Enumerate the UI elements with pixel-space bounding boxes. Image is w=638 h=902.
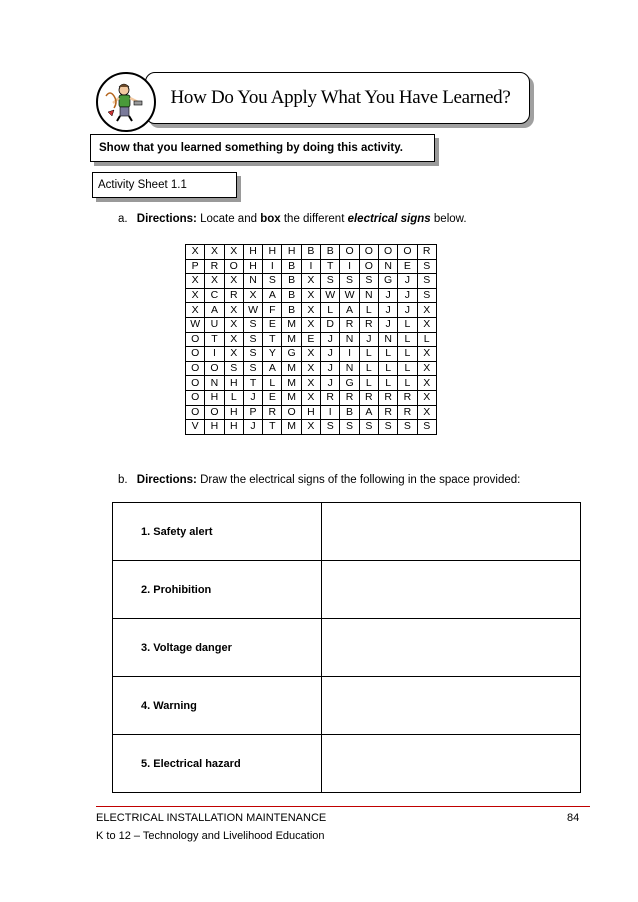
grid-cell[interactable]: X — [301, 390, 320, 405]
grid-cell[interactable]: S — [340, 274, 359, 289]
grid-cell[interactable]: X — [301, 303, 320, 318]
grid-cell[interactable]: O — [186, 405, 205, 420]
grid-cell[interactable]: S — [359, 274, 378, 289]
drawing-space[interactable] — [322, 561, 581, 619]
grid-cell[interactable]: S — [243, 347, 262, 362]
grid-cell[interactable]: H — [243, 245, 262, 260]
grid-cell[interactable]: B — [282, 259, 301, 274]
grid-cell[interactable]: H — [205, 390, 224, 405]
footer-course-title: ELECTRICAL INSTALLATION MAINTENANCE — [96, 812, 327, 824]
student-working-icon — [96, 72, 156, 132]
grid-cell[interactable]: X — [301, 420, 320, 435]
activity-sheet-box — [92, 172, 237, 198]
grid-cell[interactable]: L — [398, 376, 417, 391]
grid-cell[interactable]: L — [359, 361, 378, 376]
grid-cell[interactable]: E — [263, 317, 282, 332]
grid-cell[interactable]: O — [398, 245, 417, 260]
grid-cell[interactable]: O — [205, 361, 224, 376]
grid-cell[interactable]: L — [378, 347, 397, 362]
grid-cell[interactable]: L — [378, 361, 397, 376]
grid-cell[interactable]: R — [398, 405, 417, 420]
grid-cell[interactable]: E — [263, 390, 282, 405]
part-b-letter: b. — [118, 474, 128, 486]
grid-cell[interactable]: X — [417, 303, 436, 318]
table-row — [113, 735, 581, 793]
grid-cell[interactable]: J — [243, 420, 262, 435]
grid-cell[interactable]: O — [359, 245, 378, 260]
grid-cell[interactable]: I — [301, 259, 320, 274]
grid-cell[interactable]: O — [186, 361, 205, 376]
grid-cell[interactable]: A — [205, 303, 224, 318]
grid-cell[interactable]: X — [186, 245, 205, 260]
table-row — [113, 561, 581, 619]
grid-cell[interactable]: S — [224, 361, 243, 376]
grid-cell[interactable]: L — [398, 347, 417, 362]
grid-row — [186, 405, 437, 420]
grid-cell[interactable]: T — [263, 332, 282, 347]
grid-cell[interactable]: H — [301, 405, 320, 420]
grid-cell[interactable]: X — [301, 288, 320, 303]
grid-cell[interactable]: J — [398, 288, 417, 303]
title-banner — [145, 72, 530, 124]
drawing-space[interactable] — [322, 619, 581, 677]
grid-cell[interactable]: Y — [263, 347, 282, 362]
grid-row — [186, 347, 437, 362]
grid-cell[interactable]: H — [263, 245, 282, 260]
grid-cell[interactable]: O — [205, 405, 224, 420]
grid-cell[interactable]: S — [321, 420, 340, 435]
grid-cell[interactable]: S — [359, 420, 378, 435]
part-a-letter: a. — [118, 213, 128, 225]
part-a-directions — [118, 213, 467, 225]
grid-cell[interactable]: D — [321, 317, 340, 332]
part-b-label: Directions: — [136, 474, 197, 486]
grid-cell[interactable]: X — [417, 376, 436, 391]
grid-cell[interactable]: X — [224, 317, 243, 332]
grid-cell[interactable]: W — [340, 288, 359, 303]
grid-cell[interactable]: N — [340, 332, 359, 347]
grid-row — [186, 303, 437, 318]
grid-cell[interactable]: X — [224, 332, 243, 347]
grid-cell[interactable]: R — [398, 390, 417, 405]
grid-cell[interactable]: B — [282, 303, 301, 318]
grid-cell[interactable]: J — [321, 332, 340, 347]
grid-cell[interactable]: U — [205, 317, 224, 332]
grid-cell[interactable]: H — [224, 420, 243, 435]
grid-cell[interactable]: L — [359, 303, 378, 318]
grid-cell[interactable]: J — [321, 361, 340, 376]
grid-cell[interactable]: X — [224, 274, 243, 289]
grid-cell[interactable]: R — [205, 259, 224, 274]
part-a-label: Directions: — [136, 213, 197, 225]
grid-cell[interactable]: G — [282, 347, 301, 362]
grid-cell[interactable]: B — [301, 245, 320, 260]
drawing-space[interactable] — [322, 503, 581, 561]
drawing-space[interactable] — [322, 677, 581, 735]
grid-cell[interactable]: B — [282, 274, 301, 289]
grid-cell[interactable]: M — [282, 420, 301, 435]
grid-cell[interactable]: S — [263, 274, 282, 289]
part-a-bold-word: box — [260, 213, 281, 225]
grid-cell[interactable]: L — [398, 361, 417, 376]
grid-row — [186, 317, 437, 332]
grid-cell[interactable]: C — [205, 288, 224, 303]
grid-cell[interactable]: S — [417, 274, 436, 289]
table-row — [113, 677, 581, 735]
grid-cell[interactable]: S — [243, 317, 262, 332]
grid-cell[interactable]: S — [340, 420, 359, 435]
grid-cell[interactable]: X — [205, 274, 224, 289]
grid-cell[interactable]: E — [398, 259, 417, 274]
grid-cell[interactable]: L — [417, 332, 436, 347]
grid-cell[interactable]: R — [340, 390, 359, 405]
grid-cell[interactable]: G — [340, 376, 359, 391]
grid-cell[interactable]: X — [417, 405, 436, 420]
grid-cell[interactable]: R — [417, 245, 436, 260]
grid-cell[interactable]: W — [186, 317, 205, 332]
grid-cell[interactable]: E — [301, 332, 320, 347]
grid-row — [186, 390, 437, 405]
grid-cell[interactable]: X — [301, 361, 320, 376]
grid-cell[interactable]: N — [243, 274, 262, 289]
grid-cell[interactable]: J — [321, 376, 340, 391]
grid-cell[interactable]: J — [359, 332, 378, 347]
grid-cell[interactable]: X — [205, 245, 224, 260]
grid-cell[interactable]: X — [417, 390, 436, 405]
part-a-text-2: the different — [283, 213, 345, 225]
grid-cell[interactable]: M — [282, 376, 301, 391]
table-row — [113, 503, 581, 561]
grid-cell[interactable]: L — [321, 303, 340, 318]
instruction-box — [90, 134, 435, 162]
grid-row — [186, 259, 437, 274]
grid-cell[interactable]: N — [340, 361, 359, 376]
grid-cell[interactable]: T — [263, 420, 282, 435]
grid-cell[interactable]: X — [186, 303, 205, 318]
grid-cell[interactable]: J — [398, 274, 417, 289]
grid-cell[interactable]: J — [378, 317, 397, 332]
grid-cell[interactable]: R — [378, 390, 397, 405]
grid-cell[interactable]: A — [263, 288, 282, 303]
grid-cell[interactable]: X — [186, 288, 205, 303]
grid-cell[interactable]: J — [378, 303, 397, 318]
grid-cell[interactable]: S — [398, 420, 417, 435]
grid-cell[interactable]: A — [263, 361, 282, 376]
grid-cell[interactable]: M — [282, 361, 301, 376]
activity-sheet-label: Activity Sheet 1.1 — [98, 179, 187, 191]
grid-cell[interactable]: X — [224, 347, 243, 362]
grid-row — [186, 361, 437, 376]
grid-cell[interactable]: P — [243, 405, 262, 420]
grid-cell[interactable]: G — [378, 274, 397, 289]
grid-cell[interactable]: R — [263, 405, 282, 420]
part-a-emphasis: electrical signs — [347, 213, 431, 225]
grid-cell[interactable]: A — [340, 303, 359, 318]
sign-label: 1. Safety alert — [113, 503, 322, 561]
sign-label: 5. Electrical hazard — [113, 735, 322, 793]
grid-cell[interactable]: X — [417, 361, 436, 376]
grid-row — [186, 288, 437, 303]
grid-cell[interactable]: O — [186, 347, 205, 362]
grid-cell[interactable]: J — [321, 347, 340, 362]
grid-cell[interactable]: X — [417, 347, 436, 362]
grid-cell[interactable]: S — [378, 420, 397, 435]
grid-cell[interactable]: N — [378, 259, 397, 274]
grid-cell[interactable]: O — [282, 405, 301, 420]
grid-cell[interactable]: H — [224, 405, 243, 420]
grid-row — [186, 245, 437, 260]
grid-cell[interactable]: N — [359, 288, 378, 303]
grid-cell[interactable]: S — [243, 361, 262, 376]
grid-cell[interactable]: R — [378, 405, 397, 420]
part-b-directions — [118, 474, 520, 486]
grid-cell[interactable]: W — [243, 303, 262, 318]
drawing-space[interactable] — [322, 735, 581, 793]
grid-cell[interactable]: L — [378, 376, 397, 391]
part-a-text-3: below. — [433, 213, 467, 225]
grid-cell[interactable]: M — [282, 390, 301, 405]
page-title: How Do You Apply What You Have Learned? — [170, 87, 511, 108]
grid-cell[interactable]: H — [282, 245, 301, 260]
grid-cell[interactable]: X — [224, 303, 243, 318]
part-a-text-1: Locate and — [200, 213, 257, 225]
grid-cell[interactable]: X — [224, 245, 243, 260]
grid-cell[interactable]: X — [301, 347, 320, 362]
grid-cell[interactable]: S — [321, 274, 340, 289]
grid-cell[interactable]: X — [186, 274, 205, 289]
grid-cell[interactable]: O — [378, 245, 397, 260]
grid-cell[interactable]: S — [417, 420, 436, 435]
grid-cell[interactable]: R — [359, 317, 378, 332]
grid-cell[interactable]: N — [205, 376, 224, 391]
grid-row — [186, 332, 437, 347]
grid-cell[interactable]: T — [321, 259, 340, 274]
grid-cell[interactable]: B — [340, 405, 359, 420]
grid-cell[interactable]: L — [224, 390, 243, 405]
grid-cell[interactable]: A — [359, 405, 378, 420]
grid-cell[interactable]: B — [282, 288, 301, 303]
grid-cell[interactable]: M — [282, 332, 301, 347]
grid-cell[interactable]: O — [186, 376, 205, 391]
grid-cell[interactable]: R — [224, 288, 243, 303]
grid-cell[interactable]: S — [417, 259, 436, 274]
grid-cell[interactable]: B — [321, 245, 340, 260]
table-row — [113, 619, 581, 677]
signs-table — [112, 502, 581, 793]
grid-cell[interactable]: M — [282, 317, 301, 332]
grid-cell[interactable]: X — [243, 288, 262, 303]
grid-cell[interactable]: I — [205, 347, 224, 362]
grid-cell[interactable]: H — [205, 420, 224, 435]
part-b-text: Draw the electrical signs of the following in the space provided: — [200, 474, 521, 486]
grid-cell[interactable]: X — [301, 317, 320, 332]
grid-cell[interactable]: S — [417, 288, 436, 303]
grid-cell[interactable]: J — [378, 288, 397, 303]
grid-cell[interactable]: T — [205, 332, 224, 347]
footer-divider — [96, 806, 590, 807]
grid-cell[interactable]: R — [359, 390, 378, 405]
grid-cell[interactable]: H — [224, 376, 243, 391]
grid-cell[interactable]: O — [186, 332, 205, 347]
grid-cell[interactable]: L — [359, 376, 378, 391]
grid-cell[interactable]: S — [243, 332, 262, 347]
grid-cell[interactable]: X — [301, 274, 320, 289]
instruction-text: Show that you learned something by doing this activity. — [99, 142, 403, 154]
grid-cell[interactable]: L — [263, 376, 282, 391]
grid-cell[interactable]: L — [398, 332, 417, 347]
grid-cell[interactable]: T — [243, 376, 262, 391]
grid-cell[interactable]: O — [224, 259, 243, 274]
grid-cell[interactable]: X — [301, 376, 320, 391]
grid-cell[interactable]: W — [321, 288, 340, 303]
grid-cell[interactable]: I — [263, 259, 282, 274]
grid-cell[interactable]: L — [398, 317, 417, 332]
footer-program: K to 12 – Technology and Livelihood Education — [96, 830, 325, 842]
grid-row — [186, 420, 437, 435]
grid-cell[interactable]: R — [321, 390, 340, 405]
grid-cell[interactable]: P — [186, 259, 205, 274]
grid-cell[interactable]: I — [340, 259, 359, 274]
grid-cell[interactable]: O — [186, 390, 205, 405]
sign-label: 3. Voltage danger — [113, 619, 322, 677]
grid-cell[interactable]: I — [340, 347, 359, 362]
word-search-grid — [185, 244, 437, 435]
grid-cell[interactable]: X — [417, 317, 436, 332]
grid-row — [186, 274, 437, 289]
grid-cell[interactable]: F — [263, 303, 282, 318]
grid-row — [186, 376, 437, 391]
grid-cell[interactable]: O — [340, 245, 359, 260]
grid-cell[interactable]: J — [398, 303, 417, 318]
sign-label: 4. Warning — [113, 677, 322, 735]
grid-cell[interactable]: H — [243, 259, 262, 274]
grid-cell[interactable]: O — [359, 259, 378, 274]
grid-cell[interactable]: V — [186, 420, 205, 435]
grid-cell[interactable]: R — [340, 317, 359, 332]
grid-cell[interactable]: I — [321, 405, 340, 420]
grid-cell[interactable]: N — [378, 332, 397, 347]
grid-cell[interactable]: J — [243, 390, 262, 405]
sign-label: 2. Prohibition — [113, 561, 322, 619]
page-number: 84 — [567, 812, 580, 824]
grid-cell[interactable]: L — [359, 347, 378, 362]
